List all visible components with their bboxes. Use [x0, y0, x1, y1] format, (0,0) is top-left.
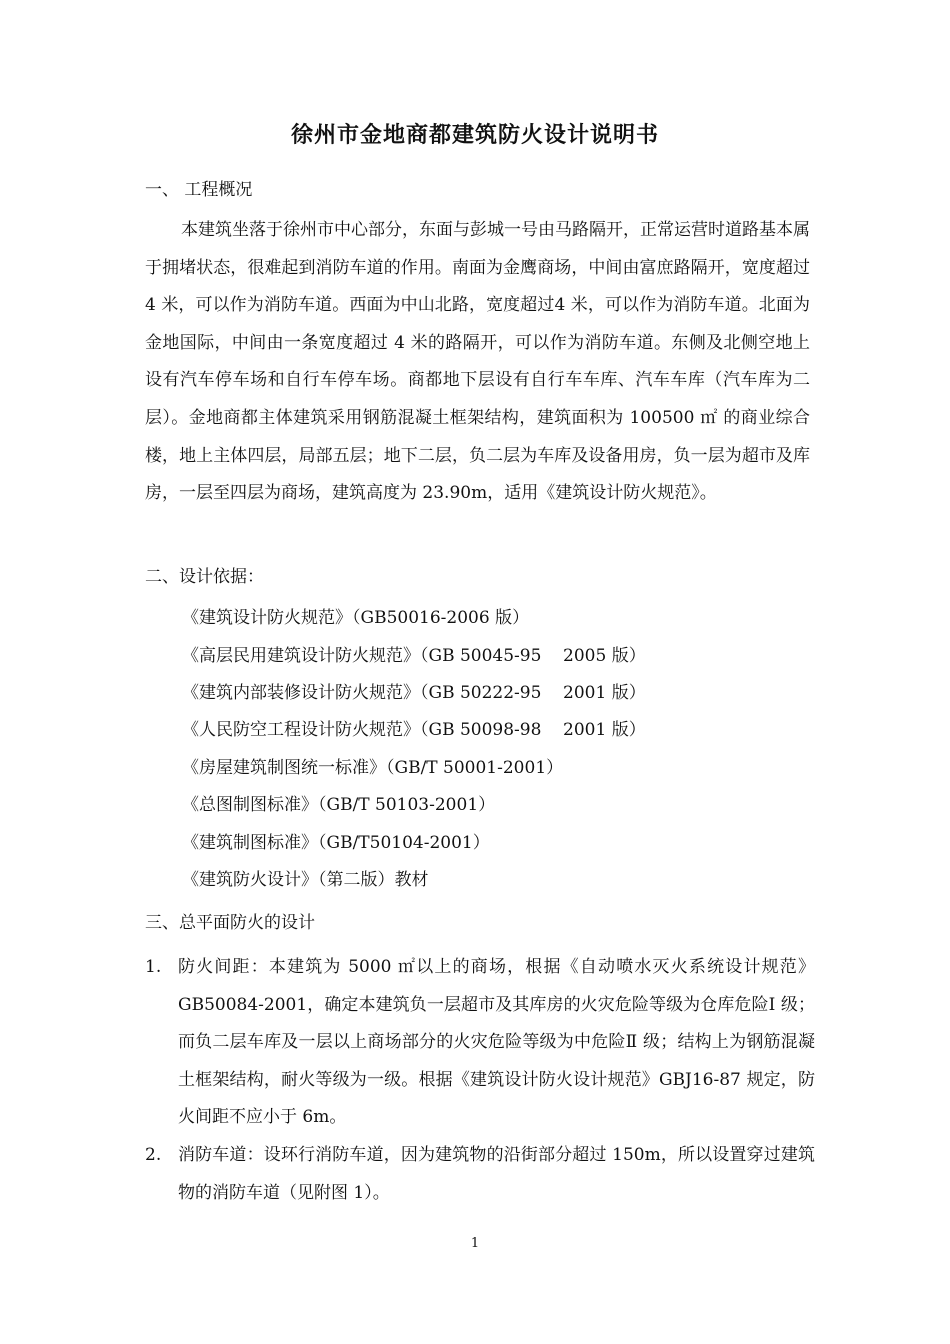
list-item-fire-spacing — [145, 949, 815, 1137]
section-heading-overview: 一、 工程概况 — [145, 180, 253, 200]
page-number: 1 — [470, 1236, 480, 1251]
reference-item: 《建筑内部装修设计防火规范》（GB 50222-95 2001 版） — [182, 683, 646, 703]
reference-item: 《房屋建筑制图统一标准》（GB/T 50001-2001） — [182, 758, 564, 778]
list-item-number: 2. — [145, 1145, 162, 1165]
section-heading-basis: 二、设计依据： — [145, 567, 264, 587]
reference-item: 《建筑防火设计》（第二版）教材 — [182, 870, 429, 890]
reference-item: 《高层民用建筑设计防火规范》（GB 50045-95 2005 版） — [182, 646, 646, 666]
overview-paragraph: 本建筑坐落于徐州市中心部分，东面与彭城一号由马路隔开，正常运营时道路基本属于拥堵状态，很难起到消防车道的作用。南面为金鹰商场，中间由富庶路隔开，宽度超过 4 米，可以作为消防车道。西面为中山北路，宽度超过4 米，可以作为消防车道。北面为金地国际，中间由一条宽度超过 4 米的路隔开，可以作为消防车道。东侧及北侧空地上设有汽车停车场和自行车停车场。商都地下层设有自行车车库、汽车车库（汽车库为二层）。金地商都主体建筑采用钢筋混凝土框架结构，建筑面积为 100500 ㎡ 的商业综合楼，地上主体四层，局部五层；地下二层，负二层为车库及设备用房，负一层为超市及库房，一层至四层为商场，建筑高度为 23.90m，适用《建筑设计防火规范》。 — [145, 220, 810, 504]
list-item-fire-lane — [145, 1137, 815, 1212]
reference-item: 《建筑制图标准》（GB/T50104-2001） — [182, 833, 490, 853]
section-heading-site-plan: 三、总平面防火的设计 — [145, 913, 315, 933]
list-item-number: 1. — [145, 957, 162, 977]
list-item-text: 防火间距：本建筑为 5000 ㎡以上的商场，根据《自动喷水灭火系统设计规范》GB50084-2001，确定本建筑负一层超市及其库房的火灾危险等级为仓库危险Ⅰ 级；而负二层车库及一层以上商场部分的火灾危险等级为中危险Ⅱ 级；结构上为钢筋混凝土框架结构，耐火等级为一级。根据《建筑设计防火设计规范》GBJ16-87 规定，防火间距不应小于 6m。 — [178, 957, 815, 1128]
reference-item: 《建筑设计防火规范》（GB50016-2006 版） — [182, 608, 530, 628]
reference-item: 《人民防空工程设计防火规范》（GB 50098-98 2001 版） — [182, 720, 646, 740]
reference-item: 《总图制图标准》（GB/T 50103-2001） — [182, 795, 496, 815]
list-item-text: 消防车道：设环行消防车道，因为建筑物的沿街部分超过 150m，所以设置穿过建筑物的消防车道（见附图 1）。 — [178, 1145, 815, 1203]
document-title: 徐州市金地商都建筑防火设计说明书 — [290, 123, 659, 148]
